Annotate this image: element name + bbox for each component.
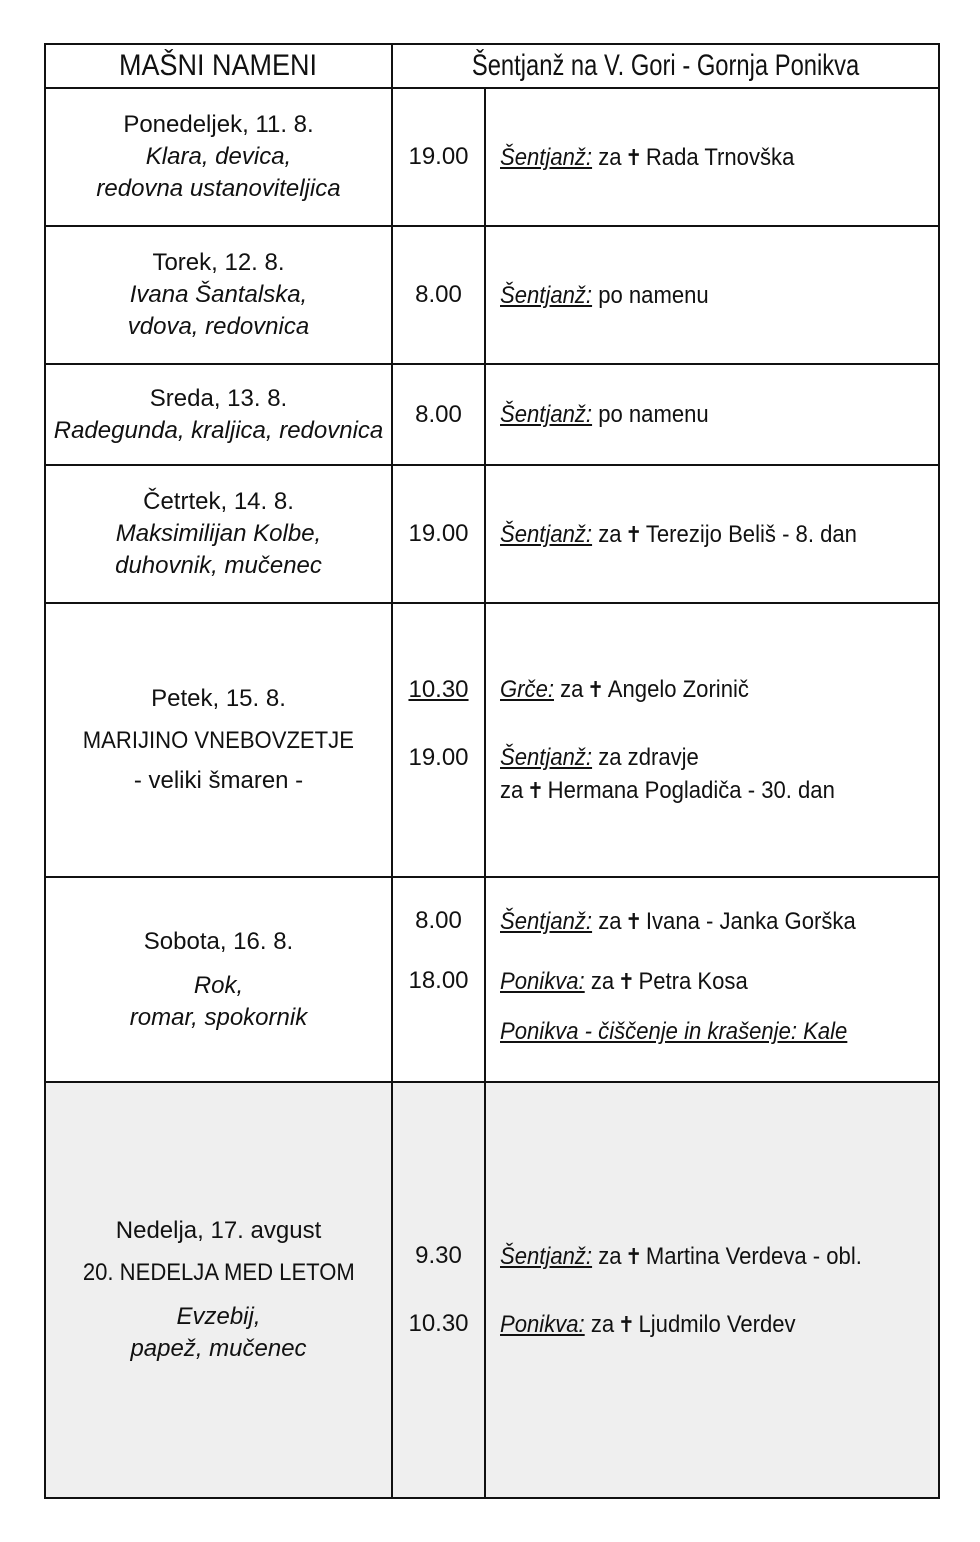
location-label: Grče: xyxy=(500,676,554,703)
mass-time: 8.00 xyxy=(415,400,462,428)
day-name: Četrtek, 14. 8. xyxy=(143,488,294,515)
location-label: Šentjanž: xyxy=(500,520,593,548)
header-col1: MAŠNI NAMENI xyxy=(45,44,392,88)
intention-cell: Grče: za ✝ Angelo Zorinič Šentjanž: za zdravje za ✝ Hermana Pogladiča - 30. dan xyxy=(485,603,939,877)
saint-title: vdova, redovnica xyxy=(127,313,310,340)
location-label: Šentjanž: xyxy=(500,143,593,171)
time-cell xyxy=(392,603,485,877)
location-label: Ponikva: xyxy=(500,1310,585,1338)
latin-cross-icon: ✝ xyxy=(617,969,635,994)
mass-schedule-table xyxy=(44,43,940,1499)
saint-name: Rok, xyxy=(193,971,244,999)
saint-name: Ivana Šantalska, xyxy=(129,281,308,308)
intention-cell: Šentjanž: za ✝ Ivana - Janka Gorška Ponikva: za ✝ Petra Kosa Ponikva - čiščenje in krašenje: Kale xyxy=(485,877,939,1082)
location-label: Šentjanž: xyxy=(500,908,593,935)
mass-time: 19.00 xyxy=(408,744,469,771)
latin-cross-icon: ✝ xyxy=(625,144,643,170)
cleaning-note: Ponikva - čiščenje in krašenje: Kale xyxy=(500,1018,848,1045)
day-cell xyxy=(45,364,392,465)
day-name: Sobota, 16. 8. xyxy=(143,927,294,955)
intention-cell: Šentjanž: po namenu xyxy=(485,364,939,465)
mass-time: 10.30 xyxy=(408,1310,469,1337)
location-label: Šentjanž: xyxy=(500,744,593,771)
saint-title: duhovnik, mučenec xyxy=(115,552,322,579)
time-cell xyxy=(392,1082,485,1498)
latin-cross-icon: ✝ xyxy=(625,521,643,547)
table-row xyxy=(45,364,939,465)
day-name: Torek, 12. 8. xyxy=(152,249,285,276)
intention-cell: Šentjanž: za ✝ Terezijo Beliš - 8. dan xyxy=(485,465,939,603)
saint-name: Evzebij, xyxy=(176,1303,261,1330)
location-label: Šentjanž: xyxy=(500,401,593,428)
day-name: Nedelja, 17. avgust xyxy=(115,1217,322,1244)
saint-title: papež, mučenec xyxy=(130,1335,307,1362)
day-cell xyxy=(45,1082,392,1498)
table-row xyxy=(45,226,939,364)
time-cell xyxy=(392,364,485,465)
intention-cell: Šentjanž: za ✝ Martina Verdeva - obl. Ponikva: za ✝ Ljudmilo Verdev xyxy=(485,1082,939,1498)
header-col2: Šentjanž na V. Gori - Gornja Ponikva xyxy=(425,44,906,88)
table-row xyxy=(45,1082,939,1498)
saint-title: redovna ustanoviteljica xyxy=(96,175,341,202)
day-cell xyxy=(45,226,392,364)
intention-cell: Šentjanž: po namenu xyxy=(485,226,939,364)
mass-time: 19.00 xyxy=(408,520,469,547)
latin-cross-icon: ✝ xyxy=(527,778,544,803)
time-cell xyxy=(392,465,485,603)
location-label: Šentjanž: xyxy=(500,1242,593,1270)
latin-cross-icon: ✝ xyxy=(587,677,605,702)
day-cell xyxy=(45,88,392,226)
location-label: Ponikva: xyxy=(500,968,585,995)
day-cell xyxy=(45,877,392,1082)
mass-time: 8.00 xyxy=(415,907,462,934)
day-name: Ponedeljek, 11. 8. xyxy=(123,111,314,138)
feast-name: 20. NEDELJA MED LETOM xyxy=(82,1259,355,1286)
table-row xyxy=(45,877,939,1082)
feast-subtitle: - veliki šmaren - xyxy=(133,767,304,794)
table-row xyxy=(45,603,939,877)
saint-name: Maksimilijan Kolbe, xyxy=(115,520,322,547)
saint-title: romar, spokornik xyxy=(129,1003,308,1031)
table-row xyxy=(45,88,939,226)
latin-cross-icon: ✝ xyxy=(617,1311,635,1337)
mass-time: 18.00 xyxy=(408,967,469,994)
day-name: Sreda, 13. 8. xyxy=(149,384,288,412)
table-row xyxy=(45,465,939,603)
time-cell xyxy=(392,226,485,364)
saint-name: Radegunda, kraljica, redovnica xyxy=(53,416,384,444)
intention-cell: Šentjanž: za ✝ Rada Trnovška xyxy=(485,88,939,226)
day-cell xyxy=(45,603,392,877)
feast-name: MARIJINO VNEBOVZETJE xyxy=(82,727,355,754)
mass-time: 10.30 xyxy=(408,676,469,703)
mass-time: 19.00 xyxy=(408,143,469,170)
saint-name: Klara, devica, xyxy=(145,143,292,170)
location-label: Šentjanž: xyxy=(500,281,593,309)
time-cell xyxy=(392,88,485,226)
mass-time: 8.00 xyxy=(415,281,462,308)
day-name: Petek, 15. 8. xyxy=(151,685,286,712)
time-cell xyxy=(392,877,485,1082)
header-row xyxy=(45,44,939,88)
latin-cross-icon: ✝ xyxy=(625,909,643,934)
latin-cross-icon: ✝ xyxy=(625,1243,643,1269)
day-cell xyxy=(45,465,392,603)
mass-time: 9.30 xyxy=(415,1242,462,1269)
